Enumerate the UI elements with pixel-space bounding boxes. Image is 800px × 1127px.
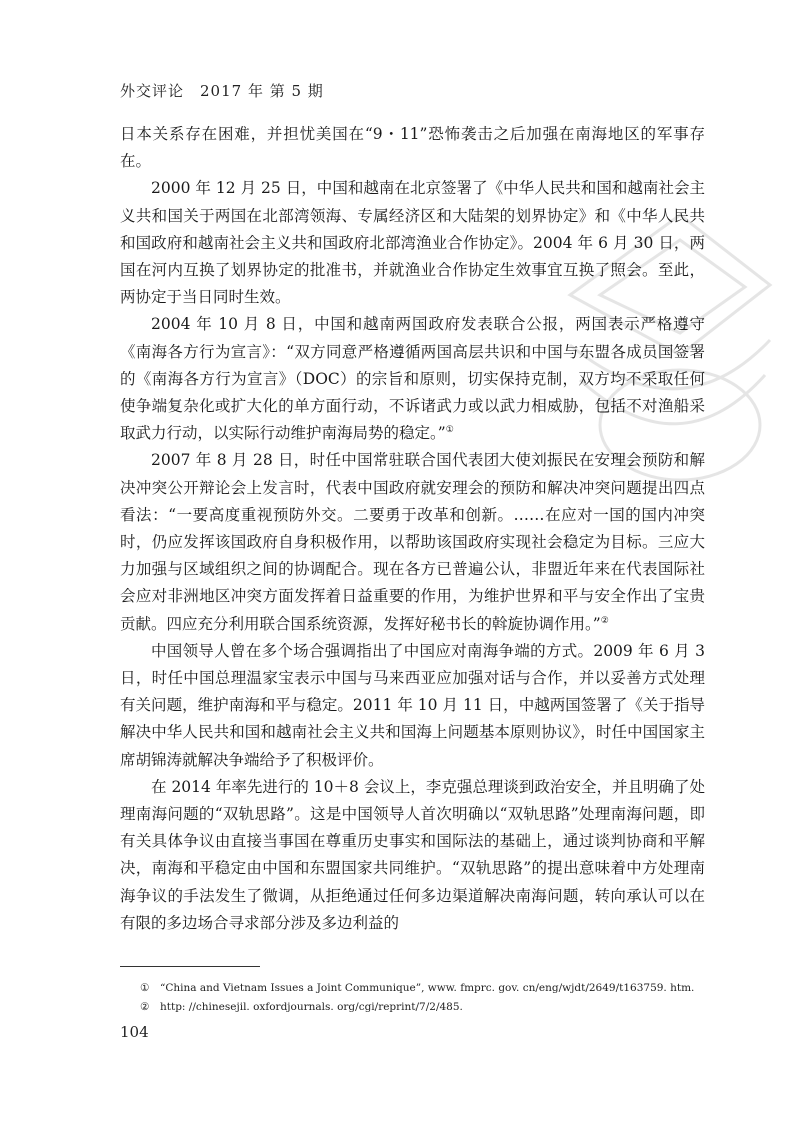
paragraph-6: 在 2014 年率先进行的 10＋8 会议上，李克强总理谈到政治安全，并且明确了处理南海问题的“双轨思路”。这是中国领导人首次明确以“双轨思路”处理南海问题，即有关具体争议由直接当事国在尊重历史事实和国际法的基础上，通过谈判协商和平解决，南海和平稳定由中国和东盟国家共同维护。“双轨思路”的提出意味着中方处理南海争议的手法发生了微调，从拒绝通过任何多边渠道解决南海问题，转向承认可以在有限的多边场合寻求部分涉及多边利益的	[120, 777, 705, 932]
footnote-number: ②	[140, 1001, 150, 1013]
footnote-2	[120, 998, 700, 1017]
footnote-mark-1[interactable]: ①	[445, 425, 454, 436]
footnote-text: http: //chinesejil. oxfordjournals. org/cgi/reprint/7/2/485.	[160, 1001, 463, 1013]
paragraph-2: 2000 年 12 月 25 日，中国和越南在北京签署了《中华人民共和国和越南社会主义共和国关于两国在北部湾领海、专属经济区和大陆架的划界协定》和《中华人民共和国政府和越南社会主义共和国政府北部湾渔业合作协定》。2004 年 6 月 30 日，两国在河内互换了划界协定的批准书，并就渔业合作协定生效事宜互换了照会。至此，两协定于当日同时生效。	[120, 179, 705, 307]
page-number: 104	[120, 1023, 149, 1041]
footnote-text: “China and Vietnam Issues a Joint Communique”, www. fmprc. gov. cn/eng/wjdt/2649/t163759. htm.	[160, 982, 695, 994]
paragraph-1: 日本关系存在困难，并担忧美国在“9・11”恐怖袭击之后加强在南海地区的军事存在。	[120, 125, 705, 171]
article-body	[120, 121, 705, 937]
paragraph-5: 中国领导人曾在多个场合强调指出了中国应对南海争端的方式。2009 年 6 月 3 日，时任中国总理温家宝表示中国与马来西亚应加强对话与合作，并以妥善方式处理有关问题，维护南海和平与稳定。2011 年 10 月 11 日，中越两国签署了《关于指导解决中华人民共和国和越南社会主义共和国海上问题基本原则协议》，时任中国国家主席胡锦涛就解决争端给予了积极评价。	[120, 641, 705, 769]
journal-header: 外交评论 2017 年 第 5 期	[120, 82, 324, 100]
paragraph-3: 2004 年 10 月 8 日，中国和越南两国政府发表联合公报，两国表示严格遵守《南海各方行为宣言》：“双方同意严格遵循两国高层共识和中国与东盟各成员国签署的《南海各方行为宣言》（DOC）的宗旨和原则，切实保持克制，双方均不采取任何使争端复杂化或扩大化的单方面行动，不诉诸武力或以武力相威胁，包括不对渔船采取武力行动，以实际行动维护南海局势的稳定。”①	[120, 315, 705, 443]
footnote-mark-2[interactable]: ②	[600, 615, 609, 626]
footnote-divider	[120, 966, 260, 967]
footnotes	[120, 979, 700, 1017]
footnote-1	[120, 979, 700, 998]
footnote-number: ①	[140, 982, 150, 994]
paragraph-4: 2007 年 8 月 28 日，时任中国常驻联合国代表团大使刘振民在安理会预防和解决冲突公开辩论会上发言时，代表中国政府就安理会的预防和解决冲突问题提出四点看法：“一要高度重视预防外交。二要勇于改革和创新。……在应对一国的国内冲突时，仍应发挥该国政府自身积极作用，以帮助该国政府实现社会稳定为目标。三应大力加强与区域组织之间的协调配合。现在各方已普遍公认，非盟近年来在代表国际社会应对非洲地区冲突方面发挥着日益重要的作用，为维护世界和平与安全作出了宝贵贡献。四应充分利用联合国系统资源，发挥好秘书长的斡旋协调作用。”②	[120, 451, 705, 633]
